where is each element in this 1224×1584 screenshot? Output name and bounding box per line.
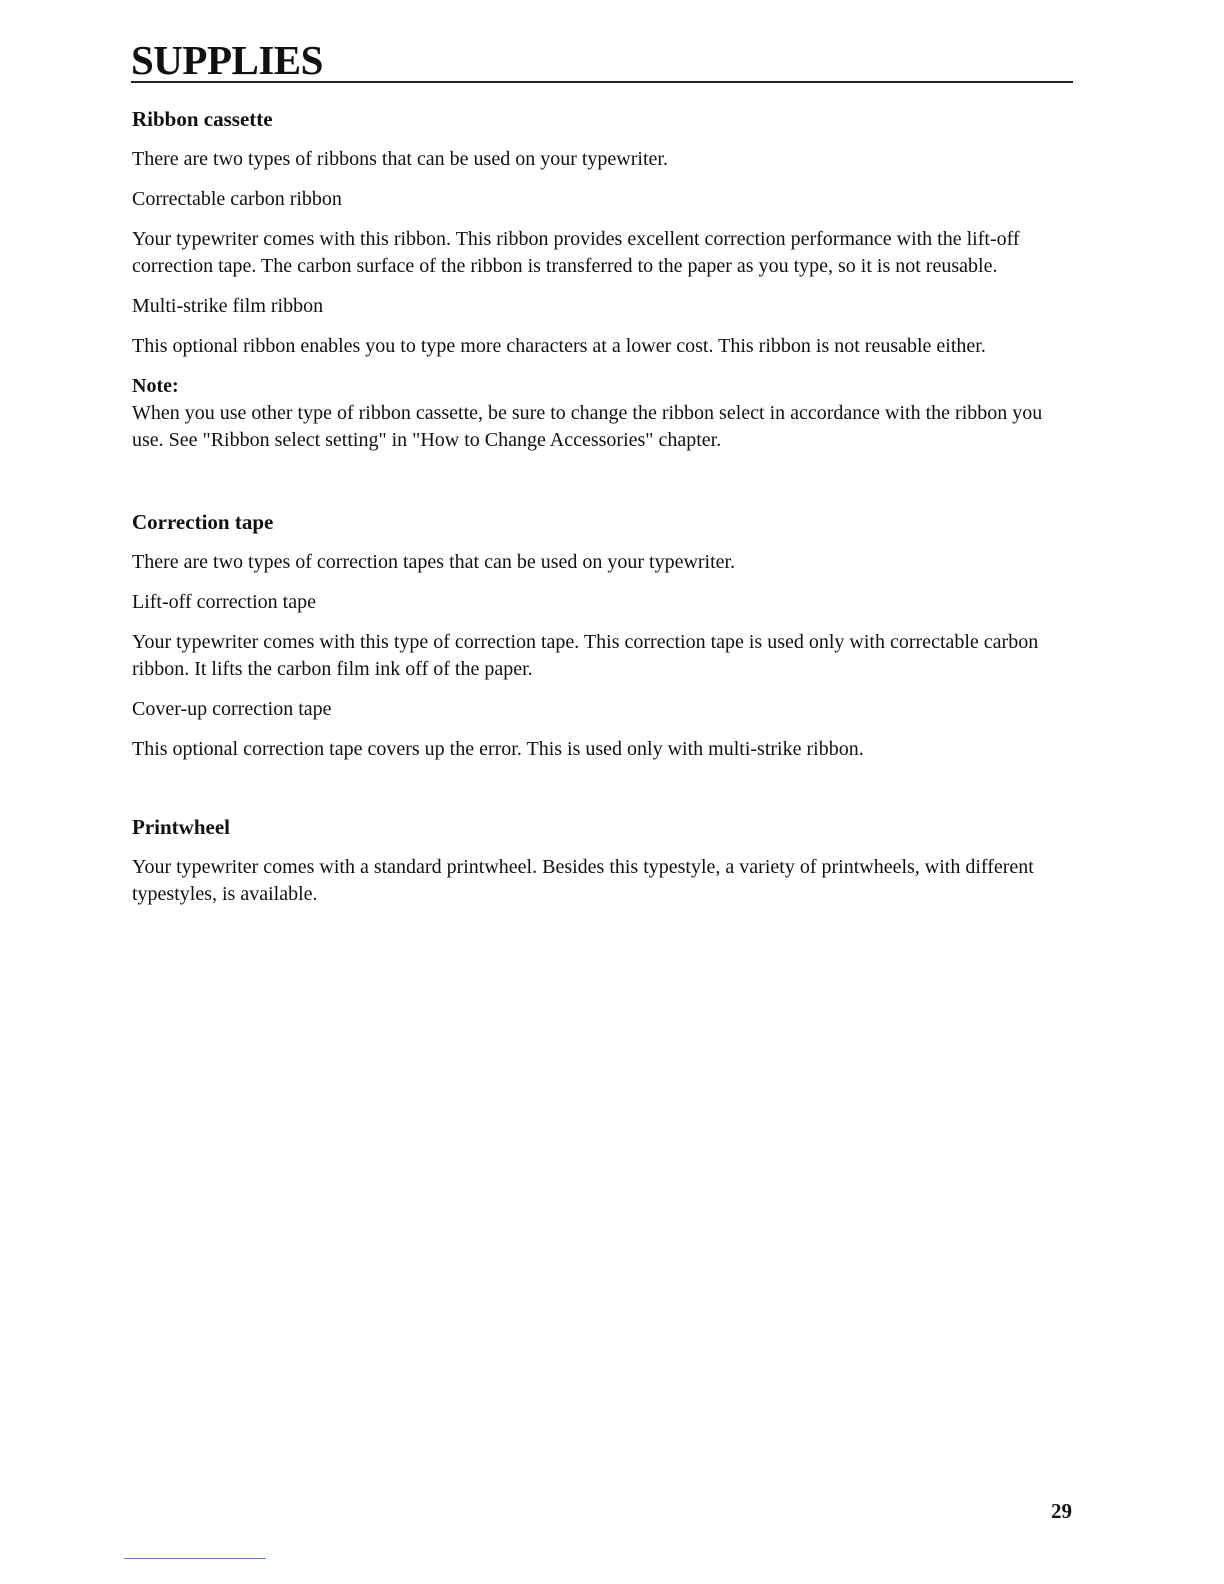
ribbon-cassette-heading: Ribbon cassette <box>132 107 273 131</box>
multi-strike-film-ribbon-description: This optional ribbon enables you to type more characters at a lower cost. This ribbon is not reusable either. <box>132 335 986 357</box>
ribbon-note <box>132 373 1067 454</box>
title-divider <box>131 81 1073 83</box>
lift-off-correction-tape-label: Lift-off correction tape <box>132 591 316 613</box>
page-title: SUPPLIES <box>131 37 323 83</box>
printwheel-heading: Printwheel <box>132 815 230 839</box>
correction-tape-heading: Correction tape <box>132 510 274 534</box>
correctable-carbon-ribbon-label: Correctable carbon ribbon <box>132 188 342 210</box>
bottom-divider <box>124 1558 266 1559</box>
printwheel-description: Your typewriter comes with a standard printwheel. Besides this typestyle, a variety of printwheels, with different typestyles, is available. <box>132 856 1034 905</box>
ribbon-cassette-section <box>132 104 1067 454</box>
ribbon-intro: There are two types of ribbons that can be used on your typewriter. <box>132 148 668 170</box>
printwheel-section <box>132 812 1067 908</box>
note-label: Note: <box>132 375 179 397</box>
page-content <box>132 104 1067 921</box>
correctable-carbon-ribbon-description: Your typewriter comes with this ribbon. This ribbon provides excellent correction performance with the lift-off correction tape. The carbon surface of the ribbon is transferred to the paper as you type, so it is not reusable. <box>132 228 1020 277</box>
note-text: When you use other type of ribbon cassette, be sure to change the ribbon select in accordance with the ribbon you use. See "Ribbon select setting" in "How to Change Accessories" chapter. <box>132 402 1043 451</box>
section-spacer <box>132 776 1067 812</box>
correction-intro: There are two types of correction tapes that can be used on your typewriter. <box>132 551 736 573</box>
multi-strike-film-ribbon-label: Multi-strike film ribbon <box>132 295 324 317</box>
correction-tape-section <box>132 507 1067 763</box>
section-spacer <box>132 467 1067 507</box>
page-number: 29 <box>1051 1499 1072 1523</box>
cover-up-correction-tape-label: Cover-up correction tape <box>132 698 332 720</box>
cover-up-correction-tape-description: This optional correction tape covers up the error. This is used only with multi-strike ribbon. <box>132 738 864 760</box>
lift-off-correction-tape-description: Your typewriter comes with this type of correction tape. This correction tape is used only with correctable carbon ribbon. It lifts the carbon film ink off of the paper. <box>132 631 1039 680</box>
